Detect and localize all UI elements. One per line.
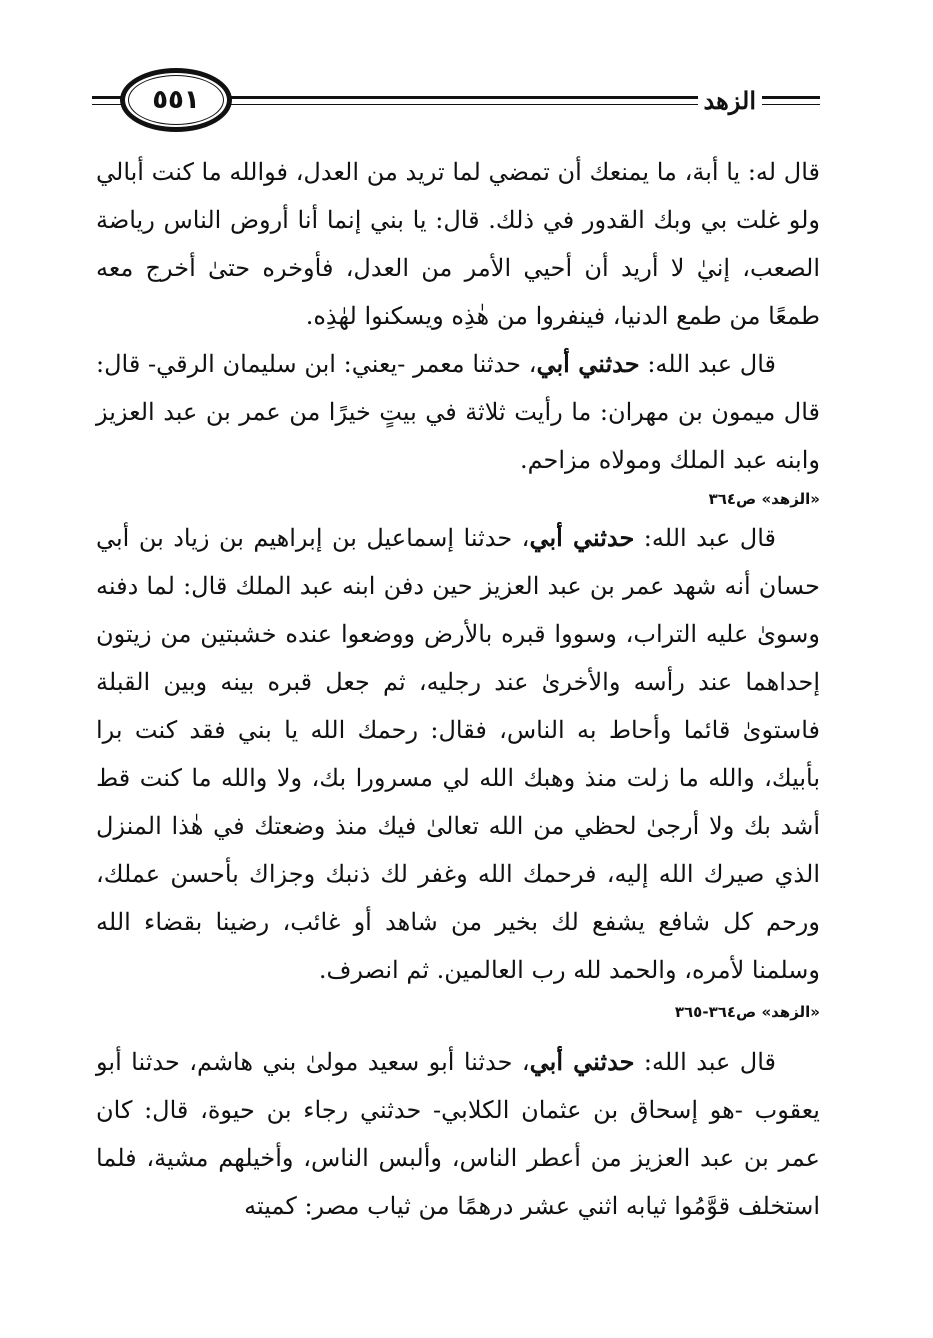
paragraph-1-text: قال له: يا أبة، ما يمنعك أن تمضي لما تريد من العدل، فوالله ما كنت أبالي ولو غلت بي وبك القدور في ذلك. قال: يا بني إنما أنا أروض الناس رياضة الصعب، إنيٰ لا أريد أن أحيي الأمر من العدل، فأوخره حتىٰ أخرج معه طمعًا من طمع الدنيا، فينفروا من هٰذِه ويسكنوا لهٰذِه. <box>96 158 820 330</box>
paragraph-3 <box>96 514 820 994</box>
running-header <box>92 68 820 138</box>
paragraph-4 <box>96 1038 820 1230</box>
paragraph-2-text: ، حدثنا معمر -يعني: ابن سليمان الرقي- قال: قال ميمون بن مهران: ما رأيت ثلاثة في بيتٍ خيرًا من عمر بن عبد العزيز وابنه عبد الملك ومولاه مزاحم. <box>96 350 820 474</box>
page-number: ٥٥١ <box>128 75 224 125</box>
paragraph-2-prefix: قال عبد الله: <box>639 350 776 378</box>
paragraph-2-lead: حدثني أبي <box>536 349 640 378</box>
paragraph-3-lead: حدثني أبي <box>529 523 635 552</box>
header-title: الزهد <box>698 86 762 115</box>
paragraph-4-lead: حدثني أبي <box>529 1047 635 1076</box>
source-reference-1: «الزهد» ص٣٦٤ <box>708 490 820 508</box>
paragraph-4-text: ، حدثنا أبو سعيد مولىٰ بني هاشم، حدثنا أبو يعقوب -هو إسحاق بن عثمان الكلابي- حدثني رجاء بن حيوة، قال: كان عمر بن عبد العزيز من أعطر الناس، وألبس الناس، وأخيلهم مشية، فلما استخلف قوَّمُوا ثيابه اثني عشر درهمًا من ثياب مصر: كميته <box>96 1048 820 1220</box>
paragraph-3-prefix: قال عبد الله: <box>634 524 776 552</box>
source-reference-2: «الزهد» ص٣٦٤-٣٦٥ <box>674 1003 820 1021</box>
paragraph-2 <box>96 340 820 484</box>
page-body <box>96 148 820 1230</box>
paragraph-3-text: ، حدثنا إسماعيل بن إبراهيم بن زياد بن أبي حسان أنه شهد عمر بن عبد العزيز حين دفن ابنه عبد الملك قال: لما دفنه وسوىٰ عليه التراب، وسووا قبره بالأرض ووضعوا عنده خشبتين من زيتون إحداهما عند رأسه والأخرىٰ عند رجليه، ثم جعل قبره بينه وبين القبلة فاستوىٰ قائما وأحاط به الناس، فقال: رحمك الله يا بني فقد كنت برا بأبيك، والله ما زلت منذ وهبك الله لي مسرورا بك، ولا والله ما كنت قط أشد بك ولا أرجىٰ لحظي من الله تعالىٰ فيك منذ وضعتك في هٰذا المنزل الذي صيرك الله إليه، فرحمك الله وغفر لك ذنبك وجزاك بأحسن عملك، ورحم كل شافع يشفع لك بخير من شاهد أو غائب، رضينا بقضاء الله وسلمنا لأمره، والحمد لله رب العالمين. ثم انصرف. <box>96 524 820 984</box>
page-number-oval <box>120 68 232 132</box>
paragraph-4-prefix: قال عبد الله: <box>634 1048 776 1076</box>
paragraph-1 <box>96 148 820 340</box>
